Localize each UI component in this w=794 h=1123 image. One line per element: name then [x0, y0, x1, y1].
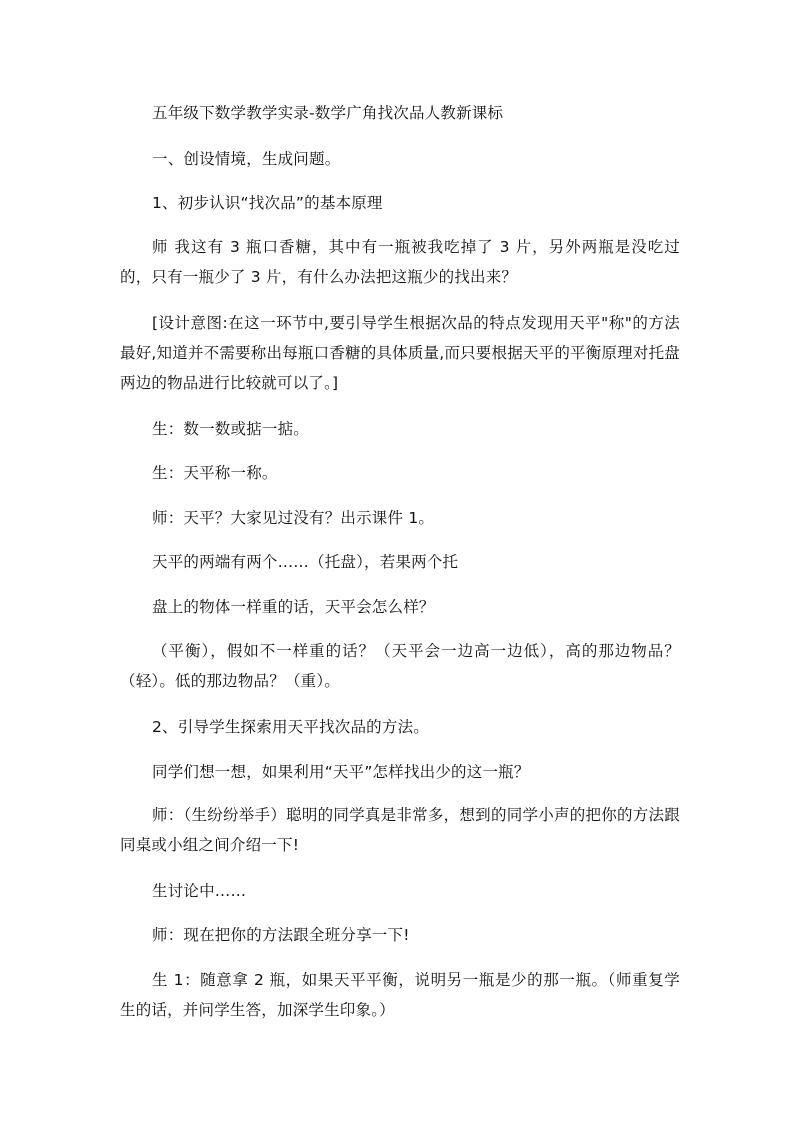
student-paragraph-3: 生 1：随意拿 2 瓶，如果天平平衡，说明另一瓶是少的那一瓶。（师重复学生的话，并问学生答，加深学生印象。）: [120, 971, 680, 1019]
teacher-paragraph-3: 师：（生纷纷举手）聪明的同学真是非常多，想到的同学小声的把你的方法跟同桌或小组之间介绍一下!: [120, 806, 680, 854]
balance-tray-line-1: 天平的两端有两个……（托盘），若果两个托: [152, 553, 459, 571]
teacher-paragraph-1: 师 我这有 3 瓶口香糖，其中有一瓶被我吃掉了 3 片，另外两瓶是没吃过的，只有一瓶少了 3 片，有什么办法把这瓶少的找出来？: [120, 238, 680, 286]
student-line-2: 生：天平称一称。: [152, 464, 278, 482]
subheading-2: 2、引导学生探索用天平找次品的方法。: [152, 718, 429, 736]
balance-tray-line-2: 盘上的物体一样重的话，天平会怎么样？: [152, 598, 435, 616]
balance-explanation-paragraph: （平衡），假如不一样重的话？（天平会一边高一边低），高的那边物品？（轻）。低的那边物品？（重）。: [120, 642, 680, 690]
student-line-1: 生：数一数或掂一掂。: [152, 420, 310, 438]
section-heading-1: 一、创设情境，生成问题。: [152, 150, 341, 168]
think-prompt-line: 同学们想一想，如果利用“天平”怎样找出少的这一瓶？: [152, 763, 530, 781]
subheading-1: 1、初步认识“找次品”的基本原理: [152, 194, 383, 212]
teacher-line-2: 师：天平？大家见过没有？出示课件 1。: [152, 509, 435, 527]
design-note-paragraph: [设计意图:在这一环节中,要引导学生根据次品的特点发现用天平"称"的方法最好,知道并不需要称出每瓶口香糖的具体质量,而只要根据天平的平衡原理对托盘两边的物品进行比较就可以了。]: [120, 314, 680, 392]
document-title: 五年级下数学教学实录-数学广角找次品人教新课标: [152, 104, 504, 122]
teacher-line-4: 师：现在把你的方法跟全班分享一下!: [152, 926, 410, 944]
discussion-line: 生讨论中……: [152, 882, 247, 900]
